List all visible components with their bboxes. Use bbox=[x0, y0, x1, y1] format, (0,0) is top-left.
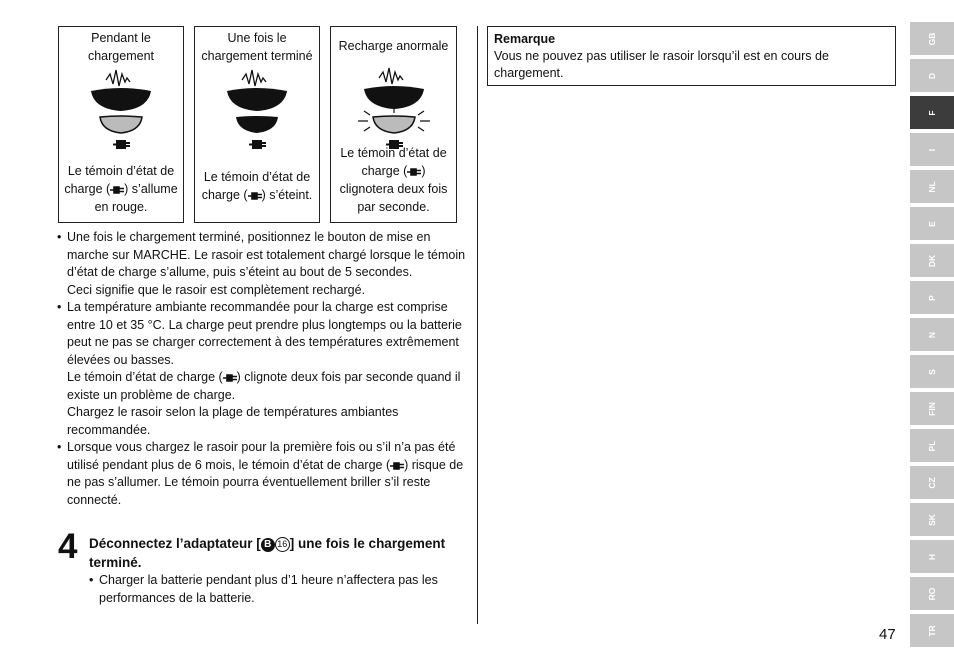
tab-f[interactable]: F bbox=[910, 96, 954, 129]
language-tabs bbox=[910, 22, 954, 651]
tab-dk[interactable]: DK bbox=[910, 244, 954, 277]
panel-title: Recharge anormale bbox=[338, 39, 449, 53]
tab-e[interactable]: E bbox=[910, 207, 954, 240]
tab-i[interactable]: I bbox=[910, 133, 954, 166]
abnormal-charge-panel bbox=[330, 26, 457, 223]
tab-gb[interactable]: GB bbox=[910, 22, 954, 55]
plug-icon bbox=[249, 141, 266, 148]
tab-pl[interactable]: PL bbox=[910, 429, 954, 462]
charged-panel bbox=[194, 26, 320, 223]
info-bullets bbox=[57, 229, 469, 509]
tab-nl[interactable]: NL bbox=[910, 170, 954, 203]
plug-icon bbox=[407, 167, 421, 177]
tab-sk[interactable]: SK bbox=[910, 503, 954, 536]
plug-icon bbox=[223, 373, 237, 383]
page-number: 47 bbox=[879, 626, 896, 643]
note-box bbox=[487, 26, 896, 86]
step-number: 4 bbox=[58, 527, 78, 566]
plug-icon bbox=[110, 185, 124, 195]
tab-ro[interactable]: RO bbox=[910, 577, 954, 610]
shaver-charging-illustration bbox=[86, 65, 156, 155]
part-number: 16 bbox=[275, 537, 290, 552]
step-instruction: Déconnectez l’adaptateur [ B 16 ] une fois le chargement terminé. bbox=[89, 536, 446, 570]
column-divider bbox=[477, 26, 478, 624]
note-text: Vous ne pouvez pas utiliser le rasoir lorsqu’il est en cours de chargement. bbox=[494, 49, 829, 80]
panel-title: Pendant le chargement bbox=[87, 31, 154, 63]
shaver-charged-illustration bbox=[222, 65, 292, 155]
tab-d[interactable]: D bbox=[910, 59, 954, 92]
list-item: • La température ambiante recommandée pour la charge est comprise entre 10 et 35 °C. La charge peut prendre plus longtemps ou la batterie peut ne pas se charger correctement à des températures extrêmement élevées ou basses. Le témoin d’état de charge ( ) clignote deux fois par seconde quand il existe un problème de charge. Chargez le rasoir selon la plage de températures ambiantes recommandée. bbox=[57, 299, 469, 439]
plug-icon bbox=[248, 191, 262, 201]
tab-s[interactable]: S bbox=[910, 355, 954, 388]
step-subnote: • Charger la batterie pendant plus d’1 heure n’affectera pas les performances de la batterie. bbox=[89, 572, 469, 607]
charging-panel bbox=[58, 26, 184, 223]
tab-fin[interactable]: FIN bbox=[910, 392, 954, 425]
panel-caption: Le témoin d’état de charge ( ) clignotera deux fois par seconde. bbox=[339, 146, 448, 214]
plug-icon bbox=[390, 461, 404, 471]
panel-title: Une fois le chargement terminé bbox=[201, 31, 313, 63]
tab-n[interactable]: N bbox=[910, 318, 954, 351]
tab-tr[interactable]: TR bbox=[910, 614, 954, 647]
tab-p[interactable]: P bbox=[910, 281, 954, 314]
panel-caption: Le témoin d’état de charge ( ) s’éteint. bbox=[201, 170, 313, 202]
shaver-abnormal-illustration bbox=[356, 63, 432, 155]
tab-h[interactable]: H bbox=[910, 540, 954, 573]
figure-badge: B bbox=[261, 538, 275, 552]
list-item: • Une fois le chargement terminé, positionnez le bouton de mise en marche sur MARCHE. Le rasoir est totalement chargé lorsque le témoin d’état de charge s’allume, puis s’éteint au bout de 5 secondes. Ceci signifie que le rasoir est complètement rechargé. bbox=[57, 229, 469, 299]
tab-cz[interactable]: CZ bbox=[910, 466, 954, 499]
note-heading: Remarque bbox=[494, 32, 556, 46]
list-item: • Lorsque vous chargez le rasoir pour la première fois ou s’il n’a pas été utilisé pendant plus de 6 mois, le témoin d’état de charge ( ) risque de ne pas s’allumer. Le témoin pourra éventuellement briller s’il reste connecté. bbox=[57, 439, 469, 509]
panel-caption: Le témoin d’état de charge ( ) s’allume en rouge. bbox=[64, 164, 178, 214]
plug-icon bbox=[113, 141, 130, 148]
